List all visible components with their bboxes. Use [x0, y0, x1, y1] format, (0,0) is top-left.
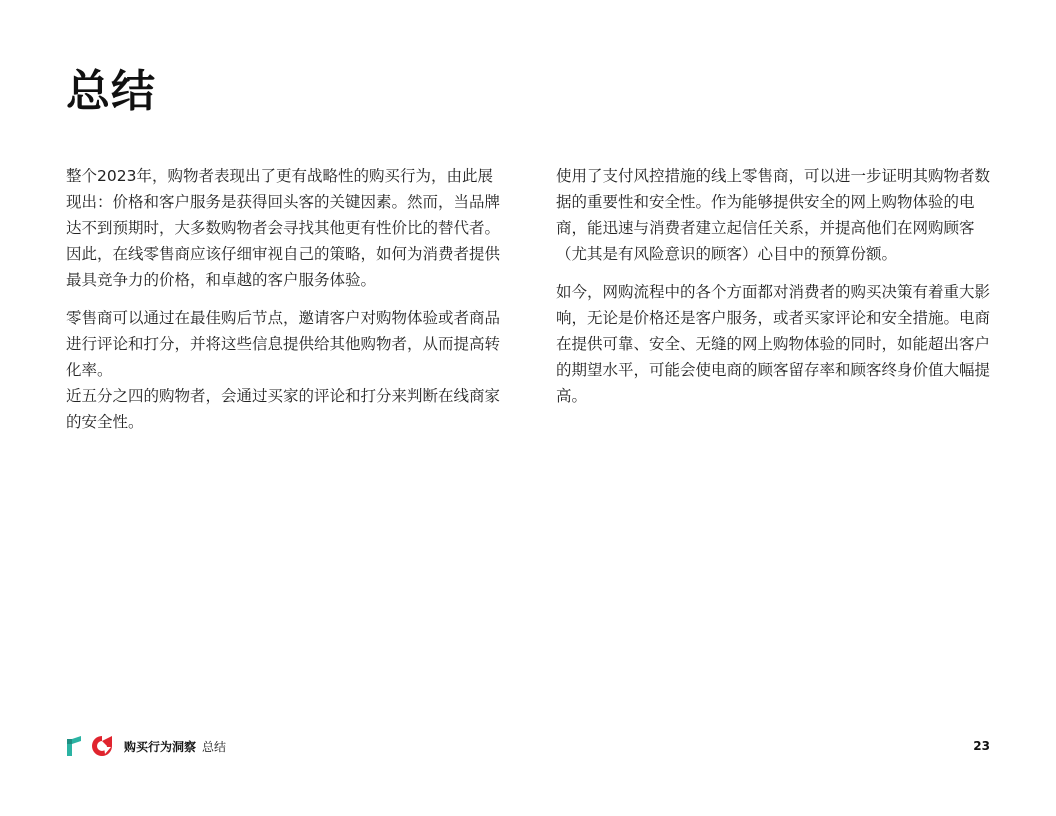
footer-report-name: 购买行为洞察: [124, 739, 197, 754]
left-paragraph-1: 整个2023年，购物者表现出了更有战略性的购买行为，由此展现出：价格和客户服务是获得回头客的关键因素。然而，当品牌达不到预期时，大多数购物者会寻找其他更有性价比的替代者。因此，在线零售商应该仔细审视自己的策略，如何为消费者提供最具竞争力的价格，和卓越的客户服务体验。: [66, 167, 501, 289]
left-column: [66, 163, 502, 447]
right-paragraph-1: 使用了支付风控措施的线上零售商，可以进一步证明其购物者数据的重要性和安全性。作为能够提供安全的网上购物体验的电商，能迅速与消费者建立起信任关系，并提高他们在网购顾客（尤其是有风险意识的顾客）心目中的预算份额。: [556, 167, 991, 263]
footer-label: [124, 738, 226, 755]
right-column: [556, 163, 992, 421]
page-footer: [66, 733, 990, 759]
right-paragraph-2: 如今，网购流程中的各个方面都对消费者的购买决策有着重大影响，无论是价格还是客户服务，或者买家评论和安全措施。电商在提供可靠、安全、无缝的网上购物体验的同时，如能超出客户的期望水平，可能会使电商的顾客留存率和顾客终身价值大幅提高。: [556, 283, 991, 405]
page-title: 总结: [66, 66, 156, 117]
page-number: 23: [973, 739, 990, 753]
left-paragraph-2: 零售商可以通过在最佳购后节点，邀请客户对购物体验或者商品进行评论和打分，并将这些信息提供给其他购物者，从而提高转化率。: [66, 309, 501, 379]
footer-section-name: 总结: [202, 739, 227, 754]
left-paragraph-3: 近五分之四的购物者，会通过买家的评论和打分来判断在线商家的安全性。: [66, 387, 501, 431]
partner-logo-icon: [90, 734, 114, 758]
footer-logos: [66, 734, 114, 758]
forter-logo-icon: [66, 735, 82, 757]
